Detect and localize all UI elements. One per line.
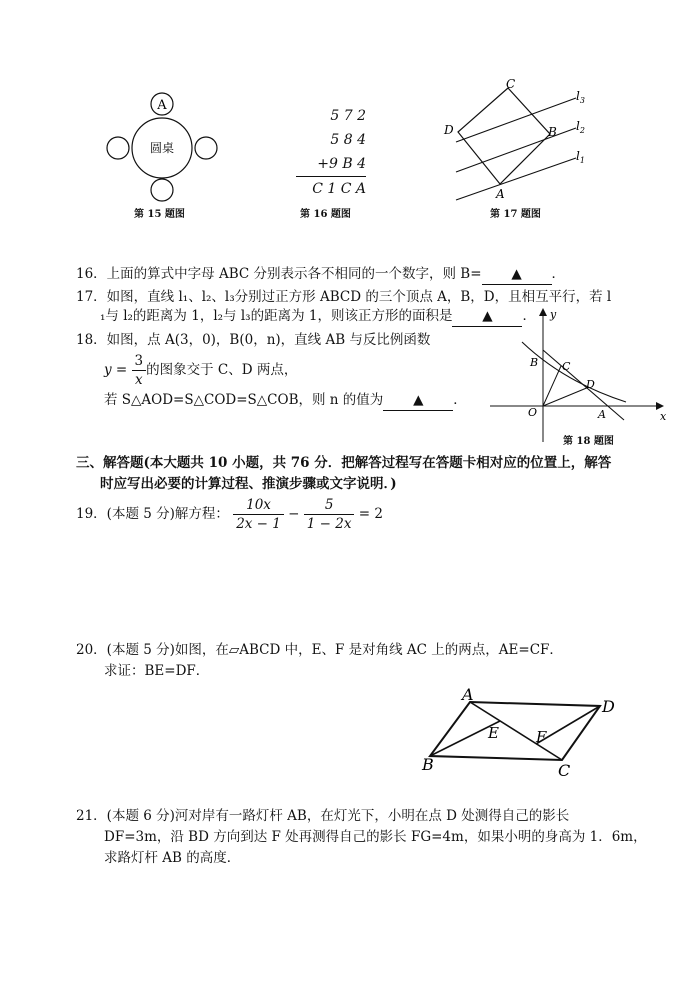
label-l2: $l_2$ bbox=[576, 119, 585, 135]
equation-fraction-1: $\frac{10x}{2x - 1}$ bbox=[233, 496, 284, 533]
figure-18 bbox=[486, 306, 672, 446]
question-21-line-1: 21．(本题 6 分)河对岸有一路灯杆 AB，在灯光下，小明在点 D 处测得自己的影长 bbox=[76, 808, 570, 824]
figure-17 bbox=[438, 78, 598, 203]
answer-blank-16: ▲ bbox=[482, 264, 552, 285]
label-l3: $l_3$ bbox=[576, 89, 585, 105]
point-b-label: B bbox=[530, 356, 539, 369]
figure-18-caption: 第 18 题图 bbox=[563, 436, 614, 447]
question-21-line-2: DF=3m，沿 BD 方向到达 F 处再测得自己的影长 FG=4m，如果小明的身高为 1．6m， bbox=[104, 829, 647, 845]
question-17-line-2: ₁与 l₂的距离为 1，l₂与 l₃的距离为 1，则该正方形的面积是 ▲ ． bbox=[100, 306, 536, 327]
point-e: E bbox=[488, 724, 499, 742]
y-axis-label: y bbox=[550, 308, 557, 321]
diagonal-ac bbox=[470, 702, 562, 760]
section-3-heading-line-1: 三、解答题(本大题共 10 小题，共 76 分．把解答过程写在答题卡相对应的位置上，解答 bbox=[76, 455, 612, 471]
origin-label: O bbox=[528, 406, 538, 419]
addend-row-3: +9 B 4 bbox=[296, 152, 366, 177]
vertex-b: B bbox=[548, 125, 557, 139]
vertex-b: B bbox=[422, 755, 434, 774]
x-axis-label: x bbox=[660, 410, 667, 423]
line-l3 bbox=[456, 98, 576, 142]
question-20-line-1: 20．(本题 5 分)如图，在▱ABCD 中，E、F 是对角线 AC 上的两点，AE=CF． bbox=[76, 642, 563, 658]
question-16: 16．上面的算式中字母 ABC 分别表示各不相同的一个数字，则 B= ▲ ． bbox=[76, 264, 565, 285]
answer-blank-18: ▲ bbox=[383, 390, 453, 411]
figure-15-caption: 第 15 题图 bbox=[134, 209, 185, 220]
line-l2 bbox=[456, 128, 576, 172]
point-d-label: D bbox=[586, 378, 595, 391]
label-l1: $l_1$ bbox=[576, 149, 585, 165]
question-19: 19．(本题 5 分)解方程： $\frac{10x}{2x - 1}$ − $\frac{5}{1 - 2x}$ = 2 bbox=[76, 497, 383, 532]
x-axis-arrow bbox=[656, 402, 664, 410]
vertex-a: A bbox=[462, 685, 474, 704]
seat-right-circle bbox=[195, 137, 217, 159]
line-l1 bbox=[456, 158, 576, 200]
equation-fraction-2: $\frac{5}{1 - 2x}$ bbox=[304, 496, 355, 533]
figure-16-caption: 第 16 题图 bbox=[300, 209, 351, 220]
line-ab bbox=[543, 350, 624, 420]
figure-16 bbox=[296, 104, 366, 201]
round-table-label: 圆桌 bbox=[149, 141, 175, 155]
question-20-line-2: 求证：BE=DF． bbox=[104, 663, 210, 679]
sum-row: C 1 C A bbox=[312, 181, 366, 197]
section-3-heading-line-2: 时应写出必要的计算过程、推演步骤或文字说明．) bbox=[100, 476, 397, 492]
point-a-label: A bbox=[598, 408, 606, 421]
y-axis-arrow bbox=[539, 308, 547, 316]
vertex-d: D bbox=[602, 697, 615, 716]
figure-17-caption: 第 17 题图 bbox=[490, 209, 541, 220]
vertex-d: D bbox=[444, 123, 454, 137]
seat-a-label: A bbox=[157, 98, 167, 113]
addend-row-1: 5 7 2 bbox=[330, 108, 366, 124]
question-18-line-2: y = $\frac{3}{x}$ 的图象交于 C、D 两点， bbox=[104, 353, 298, 388]
point-c-label: C bbox=[562, 360, 571, 373]
vertex-c: C bbox=[558, 761, 571, 780]
question-16-text: 16．上面的算式中字母 ABC 分别表示各不相同的一个数字，则 B= bbox=[76, 266, 482, 282]
question-21-line-3: 求路灯杆 AB 的高度． bbox=[104, 850, 241, 866]
point-f: F bbox=[536, 728, 547, 746]
figure-15 bbox=[100, 88, 230, 218]
seat-left-circle bbox=[107, 137, 129, 159]
addend-row-2: 5 8 4 bbox=[330, 132, 366, 148]
question-18-line-1: 18．如图，点 A(3，0)，B(0，n)，直线 AB 与反比例函数 bbox=[76, 332, 431, 348]
answer-blank-17: ▲ bbox=[452, 306, 522, 327]
question-18-line-3: 若 S△AOD=S△COD=S△COB，则 n 的值为 ▲ ． bbox=[104, 390, 467, 411]
vertex-a: A bbox=[496, 187, 505, 201]
question-17-line-1: 17．如图，直线 l₁、l₂、l₃分别过正方形 ABCD 的三个顶点 A，B，D，且相互平行，若 l bbox=[76, 289, 612, 305]
vertex-c: C bbox=[506, 78, 516, 91]
function-fraction: $\frac{3}{x}$ bbox=[132, 352, 147, 389]
figure-20 bbox=[416, 684, 626, 784]
seat-bottom-circle bbox=[151, 179, 173, 201]
